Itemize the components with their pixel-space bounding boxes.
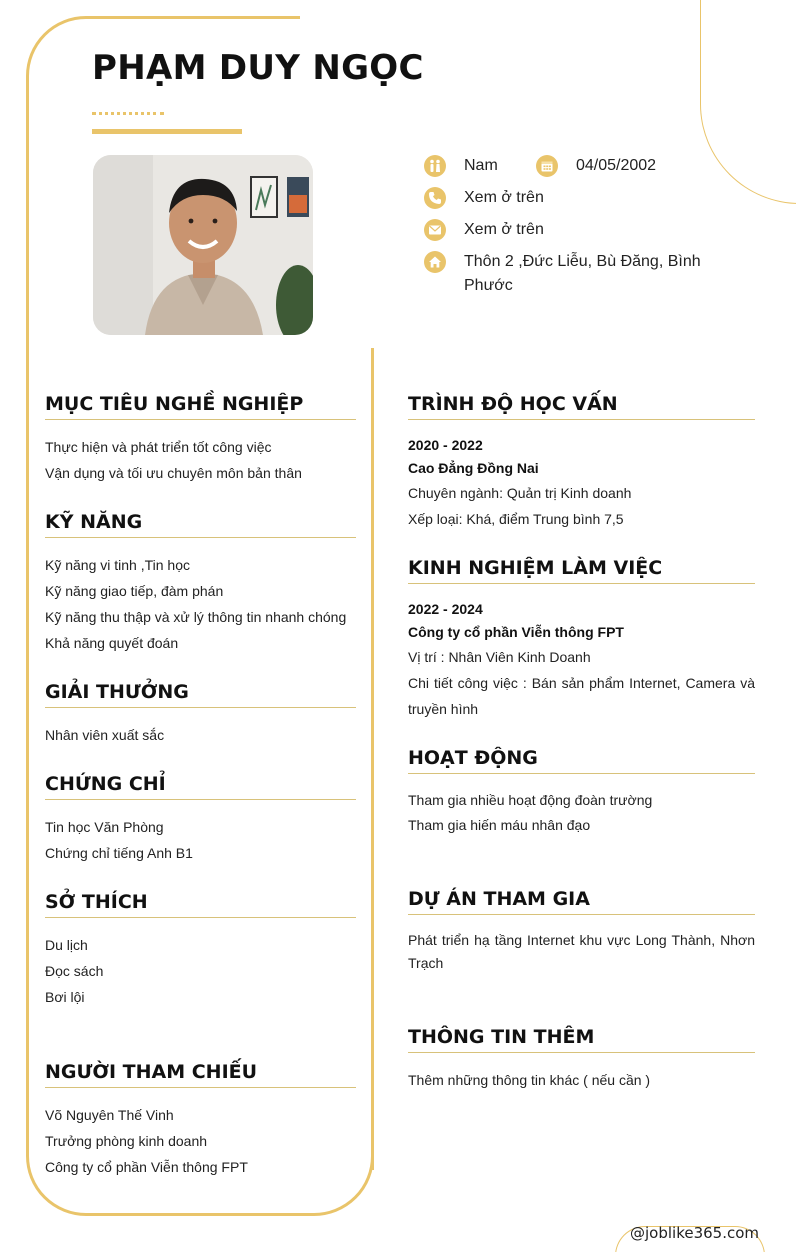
list-item: Đọc sách <box>45 963 104 979</box>
section-experience <box>408 557 755 722</box>
list-item: Thực hiện và phát triển tốt công việc <box>45 439 272 455</box>
section-title: NGƯỜI THAM CHIẾU <box>45 1061 356 1088</box>
section-title: KỸ NĂNG <box>45 511 356 538</box>
list-item: Tham gia nhiều hoạt động đoàn trường <box>408 792 653 808</box>
section-education <box>408 393 755 532</box>
section-title: CHỨNG CHỈ <box>45 773 356 800</box>
list-item: Trưởng phòng kinh doanh <box>45 1133 208 1149</box>
section-title: KINH NGHIỆM LÀM VIỆC <box>408 557 755 584</box>
footer-watermark: @joblike365.com <box>630 1224 760 1242</box>
list-item: Vận dụng và tối ưu chuyên môn bản thân <box>45 465 302 481</box>
contact-address <box>424 251 724 298</box>
list-item: Bơi lội <box>45 989 85 1005</box>
contact-phone <box>424 187 724 219</box>
experience-period: 2022 - 2024 <box>408 601 483 617</box>
contact-dob <box>536 155 656 178</box>
list-item: Kỹ năng vi tinh ,Tin học <box>45 557 191 573</box>
list-item: Chi tiết công việc : Bán sản phẩm Internet, Camera và truyền hình <box>408 675 755 717</box>
email-value: Xem ở trên <box>464 221 544 238</box>
section-hobbies <box>45 891 356 1010</box>
section-title: SỞ THÍCH <box>45 891 356 918</box>
section-awards <box>45 681 356 748</box>
section-title: DỰ ÁN THAM GIA <box>408 888 755 915</box>
section-title: THÔNG TIN THÊM <box>408 1026 755 1053</box>
list-item: Kỹ năng thu thập và xử lý thông tin nhanh chóng <box>45 609 347 625</box>
dob-value: 04/05/2002 <box>576 157 657 174</box>
contact-email <box>424 219 724 251</box>
list-item: Tin học Văn Phòng <box>45 819 164 835</box>
section-references <box>45 1061 356 1180</box>
list-item: Chuyên ngành: Quản trị Kinh doanh <box>408 485 632 501</box>
phone-value: Xem ở trên <box>464 189 544 206</box>
list-item: Thêm những thông tin khác ( nếu cần ) <box>408 1072 651 1088</box>
list-item: Du lịch <box>45 937 88 953</box>
home-icon <box>424 251 446 273</box>
section-title: GIẢI THƯỞNG <box>45 681 356 708</box>
section-activities <box>408 747 755 838</box>
section-projects <box>408 888 755 975</box>
experience-company: Công ty cổ phần Viễn thông FPT <box>408 624 624 640</box>
list-item: Chứng chỉ tiếng Anh B1 <box>45 845 193 861</box>
dotted-divider <box>92 112 164 115</box>
profile-photo <box>93 155 313 335</box>
section-certificates <box>45 773 356 866</box>
list-item: Công ty cổ phần Viễn thông FPT <box>45 1159 248 1175</box>
list-item: Võ Nguyên Thế Vinh <box>45 1107 174 1123</box>
column-divider <box>371 350 374 1170</box>
calendar-icon <box>536 155 558 177</box>
section-objective <box>45 393 356 486</box>
name-underline <box>92 129 242 134</box>
education-period: 2020 - 2022 <box>408 437 483 453</box>
list-item: Tham gia hiến máu nhân đạo <box>408 817 591 833</box>
list-item: Vị trí : Nhân Viên Kinh Doanh <box>408 649 591 665</box>
mail-icon <box>424 219 446 241</box>
education-school: Cao Đẳng Đồng Nai <box>408 460 539 476</box>
section-title: MỤC TIÊU NGHỀ NGHIỆP <box>45 393 356 420</box>
list-item: Kỹ năng giao tiếp, đàm phán <box>45 583 224 599</box>
section-extra-info <box>408 1026 755 1093</box>
candidate-name: PHẠM DUY NGỌC <box>92 48 424 88</box>
section-title: HOẠT ĐỘNG <box>408 747 755 774</box>
list-item: Khả năng quyết đoán <box>45 635 179 651</box>
address-value: Thôn 2 ,Đức Liễu, Bù Đăng, Bình Phước <box>464 253 701 294</box>
phone-icon <box>424 187 446 209</box>
section-skills <box>45 511 356 656</box>
list-item: Xếp loại: Khá, điểm Trung bình 7,5 <box>408 511 624 527</box>
list-item: Phát triển hạ tầng Internet khu vực Long Thành, Nhơn Trạch <box>408 932 755 971</box>
gender-value: Nam <box>464 157 498 174</box>
section-title: TRÌNH ĐỘ HỌC VẤN <box>408 393 755 420</box>
list-item: Nhân viên xuất sắc <box>45 727 165 743</box>
gender-icon <box>424 155 446 177</box>
